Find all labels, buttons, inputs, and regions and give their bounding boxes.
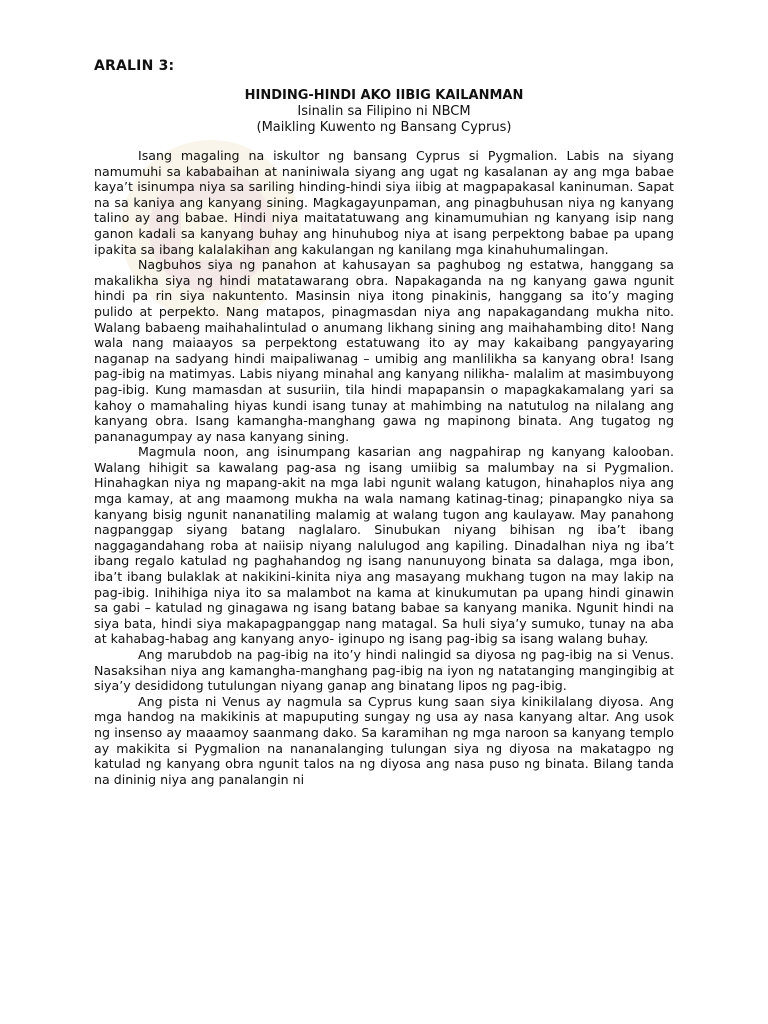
origin-line: (Maikling Kuwento ng Bansang Cyprus) (256, 120, 512, 135)
story-header (94, 88, 674, 136)
lesson-label: ARALIN 3: (94, 58, 175, 74)
paragraph-4: Ang marubdob na pag-ibig na ito’y hindi nalingid sa diyosa ng pag-ibig na si Venus. Nasaksihan niya ang kamangha-manghang pag-ibig na iyon ng natatanging mangingibig at siya’y desididong tutulungan niyang ganap ang binatang lipos ng pag-ibig. (94, 647, 674, 694)
story-title: HINDING-HINDI AKO IIBIG KAILANMAN (244, 88, 524, 103)
paragraph-1: Isang magaling na iskultor ng bansang Cyprus si Pygmalion. Labis na siyang namumuhi sa kababaihan at naniniwala siyang ang ugat ng kasalanan ay ang mga babae kaya’t isinumpa niya sa sariling hinding-hindi siya iibig at magpapakasal kaninuman. Sapat na sa kaniya ang kanyang sining. Magkagayunpaman, ang pinagbuhusan niya ng kanyang talino ay ang babae. Hindi niya maitatatuwang ang kinamumuhian ng kanyang isip nang ganon kadali sa kanyang buhay ang hinuhubog niya at isang perpektong babae pa upang ipakita sa ibang kalalakihan ang kakulangan ng kanilang mga kinahuhumalingan. (94, 148, 674, 257)
document-page (94, 58, 674, 787)
paragraph-3: Magmula noon, ang isinumpang kasarian ang nagpahirap ng kanyang kalooban. Walang hihigit sa kawalang pag-asa ng isang umiibig sa malumbay na si Pygmalion. Hinahagkan niya ng mapang-akit na mga labi ngunit walang katugon, hinahaplos niya ang mga kamay, at ang maamong mukha na wala namang katinag-tinag; pinapangko niya sa kanyang bisig ngunit nananatiling malamig at walang tugon ang kaulayaw. May panahong nagpanggap siyang batang naglalaro. Sinubukan niyang bihisan ng iba’t ibang naggagandahang roba at naiisip niyang nalulugod ang kapiling. Dinadalhan niya ng iba’t ibang regalo katulad ng paghahandog ng isang nanunuyong binata sa dalaga, mga ibon, iba’t ibang bulaklak at nakikini-kinita niya ang masayang mukhang tugon na may lakip na pag-ibig. Inihihiga niya ito sa malambot na kama at kinukumutan pa upang hindi ginawin sa gabi – katulad ng ginagawa ng isang batang babae sa kanyang manika. Ngunit hindi na siya bata, hindi siya makapagpanggap nang matagal. Sa huli siya’y sumuko, tunay na aba at kahabag-habag ang kanyang anyo- iginupo ng isang pag-ibig sa isang walang buhay. (94, 444, 674, 647)
paragraph-2: Nagbuhos siya ng panahon at kahusayan sa paghubog ng estatwa, hanggang sa makalikha siya ng hindi matatawarang obra. Napakaganda na ng kanyang gawa ngunit hindi pa rin siya nakuntento. Masinsin niya itong pinakinis, hanggang sa ito’y maging pulido at perpekto. Nang matapos, pinagmasdan niya ang napakagandang mukha nito. Walang babaeng maihahalintulad o anumang likhang sining ang maihahambing dito! Nang wala nang maiaayos sa perpektong estatuwang ito ay may kakaibang pangyayaring naganap na sadyang hindi maipaliwanag – umibig ang manlilikha sa kanyang obra! Isang pag-ibig na matimyas. Labis niyang minahal ang kanyang nilikha- malalim at masimbuyong pag-ibig. Kung mamasdan at susuriin, tila hindi mapapansin o mapagkakamalang yari sa kahoy o mamahaling hiyas kundi isang tunay at mahimbing na natutulog na nilalang ang kanyang obra. Isang kamangha-manghang gawa ng mapinong binata. Ang tugatog ng pananagumpay ay nasa kanyang sining. (94, 257, 674, 444)
story-body (94, 148, 674, 787)
translator-line: Isinalin sa Filipino ni NBCM (297, 104, 471, 119)
paragraph-5: Ang pista ni Venus ay nagmula sa Cyprus kung saan siya kinikilalang diyosa. Ang mga handog na makikinis at mapuputing sungay ng usa ay nasa kanyang altar. Ang usok ng insenso ay maaamoy saanmang dako. Sa karamihan ng mga naroon sa kanyang templo ay makikita si Pygmalion na nananalanging tulungan siya ng diyosa na makatagpo ng katulad ng kanyang obra ngunit talos na ng diyosa ang nasa puso ng binata. Bilang tanda na dininig niya ang panalangin ni (94, 693, 674, 787)
